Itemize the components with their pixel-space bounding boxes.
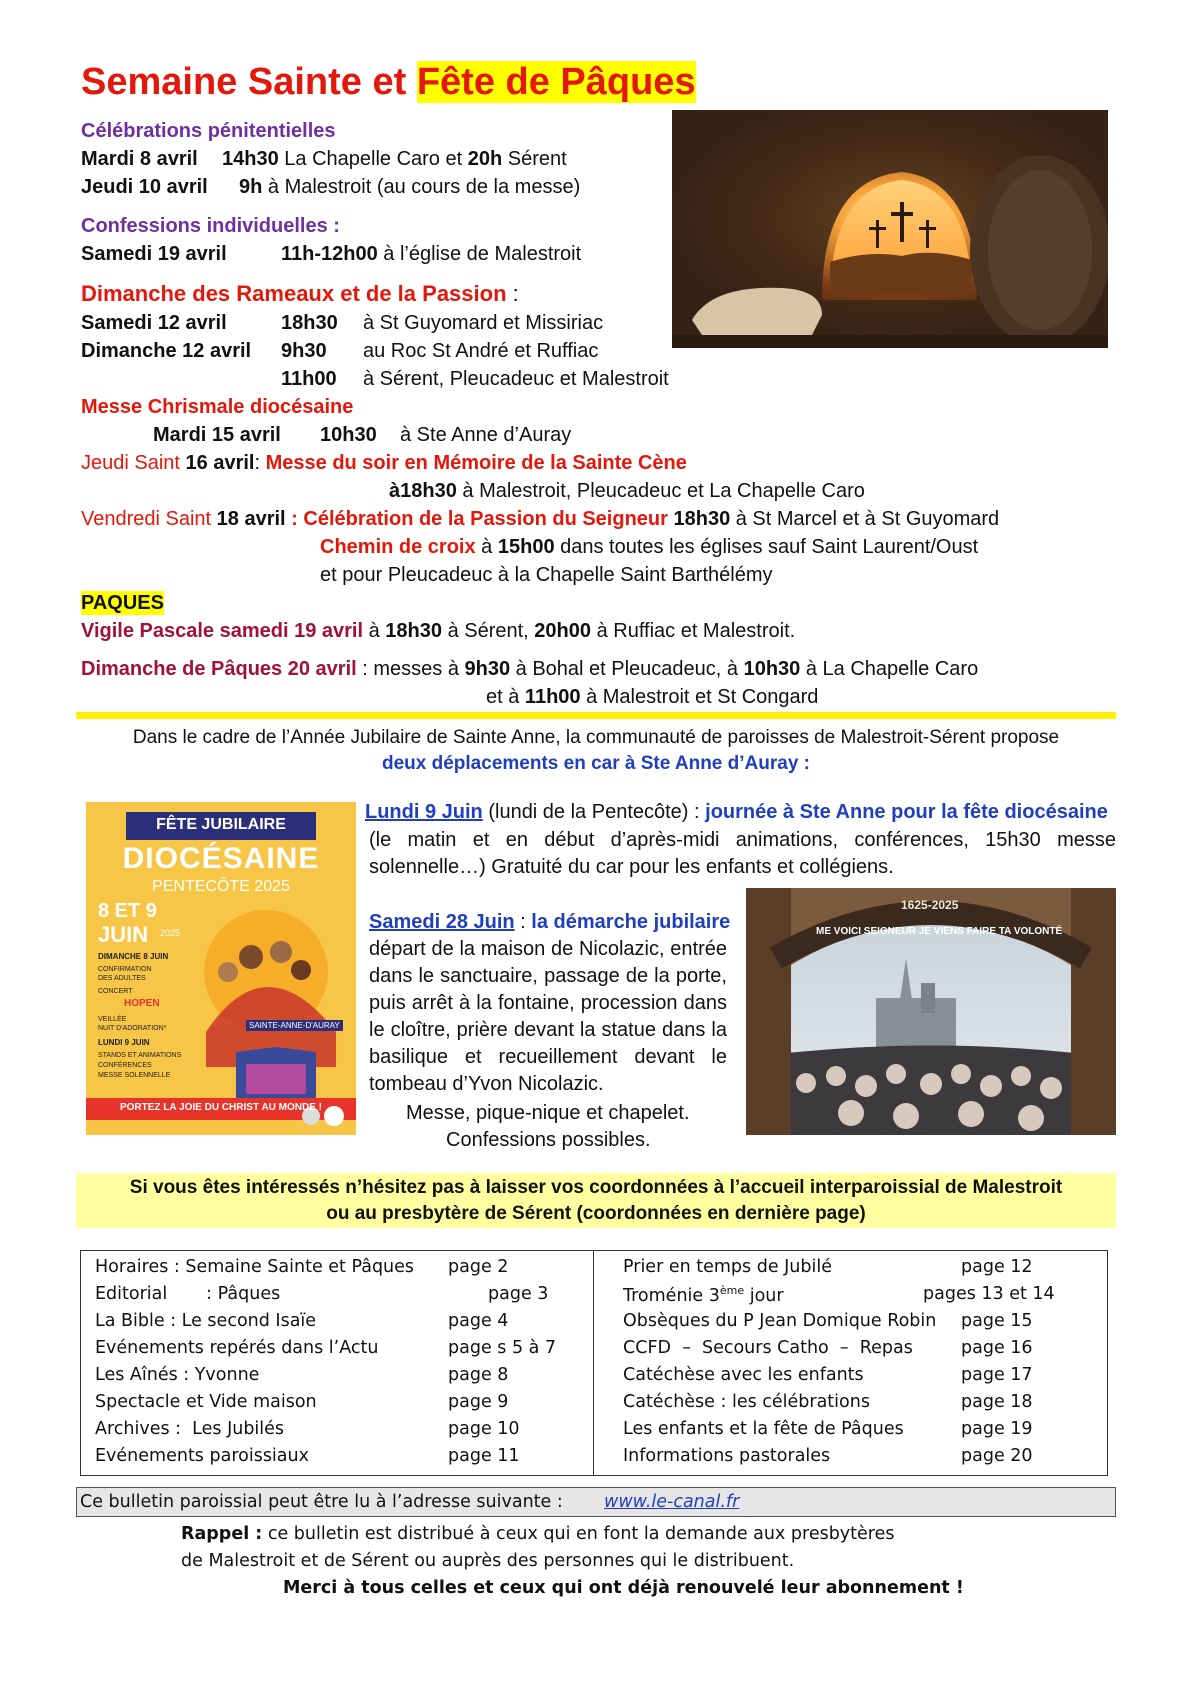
yellow-separator — [76, 712, 1116, 719]
samedi-bold: la démarche jubilaire — [531, 911, 731, 933]
toc-left-page: page 11 — [448, 1446, 520, 1466]
toc-label: Obsèques du P Jean Domique Robin — [623, 1311, 937, 1331]
row-time: 10h30 — [320, 424, 377, 446]
poster-item-9: CONFÉRENCES — [98, 1062, 152, 1069]
samedi-desc-5: basilique et recueillement devant le — [369, 1046, 727, 1068]
vendredi-saint-text: à St Marcel et à St Guyomard — [730, 508, 1000, 530]
row-time: 14h30 — [222, 148, 279, 170]
samedi-desc-1: départ de la maison de Nicolazic, entrée — [369, 938, 727, 960]
jeudi-saint-text: à Malestroit, Pleucadeuc et La Chapelle Caro — [456, 480, 865, 502]
toc-right-page: page 16 — [961, 1338, 1033, 1358]
dimanche-paques-time-1: 9h30 — [464, 658, 511, 680]
lundi-line-2: (le matin et en début d’après-midi animations, conférences, 15h30 messe — [369, 829, 1116, 851]
toc-left-item[interactable] — [95, 1392, 317, 1412]
toc-right-page: page 12 — [961, 1257, 1033, 1277]
poster-item-4: HOPEN — [124, 998, 160, 1009]
toc-left-item[interactable] — [95, 1284, 280, 1304]
row-text: à Sérent, Pleucadeuc et Malestroit — [363, 368, 669, 390]
page-title — [81, 60, 696, 106]
row-day: Jeudi 10 avril — [81, 176, 208, 198]
toc-label: Les Aînés : Yvonne — [95, 1365, 260, 1385]
samedi-line — [369, 910, 730, 934]
row-time: 11h-12h00 — [281, 243, 378, 265]
toc-label: Les enfants et la fête de Pâques — [623, 1419, 904, 1439]
poster-line-3: PENTECÔTE 2025 — [152, 878, 290, 895]
toc-left-item[interactable] — [95, 1311, 316, 1331]
lundi-line — [365, 800, 1108, 824]
vendredi-saint-line — [81, 507, 999, 531]
toc-right-page: page 19 — [961, 1419, 1033, 1439]
toc-right-page: page 20 — [961, 1446, 1033, 1466]
chemin-de-croix-line-2: et pour Pleucadeuc à la Chapelle Saint Barthélémy — [320, 564, 773, 586]
toc-left-page: page 2 — [448, 1257, 509, 1277]
gate-arch-year: 1625-2025 — [901, 898, 959, 912]
jeudi-saint-time: à18h30 — [389, 480, 457, 502]
samedi-confessions: Confessions possibles. — [446, 1129, 651, 1151]
basilica-gate-photo — [746, 888, 1116, 1135]
toc-label: Catéchèse avec les enfants — [623, 1365, 864, 1385]
jeudi-saint-date: 16 avril — [179, 452, 255, 474]
vendredi-saint-label: Vendredi Saint — [81, 508, 212, 530]
row-day: Samedi 19 avril — [81, 243, 227, 265]
lundi-line-3: solennelle…) Gratuité du car pour les enfants et collégiens. — [369, 856, 894, 878]
toc-label: Catéchèse : les célébrations — [623, 1392, 870, 1412]
toc-label: Archives : Les Jubilés — [95, 1419, 285, 1439]
vigile-line — [81, 619, 795, 643]
toc-left-page: page 4 — [448, 1311, 509, 1331]
empty-tomb-photo — [672, 110, 1108, 348]
toc-left-item[interactable] — [95, 1338, 378, 1358]
row-text: à l’église de Malestroit — [377, 243, 582, 265]
toc-left-item[interactable] — [95, 1419, 284, 1439]
poster-item-5: VEILLÉE — [98, 1016, 127, 1023]
bulletin-text: Ce bulletin paroissial peut être lu à l’adresse suivante : — [80, 1492, 563, 1512]
samedi-desc-6: tombeau d’Yvon Nicolazic. — [369, 1073, 604, 1095]
jeudi-saint-time-line — [389, 479, 865, 503]
chrismale-row — [153, 423, 571, 447]
confessions-heading: Confessions individuelles : — [81, 215, 340, 237]
dimanche-paques-l2-time: 11h00 — [524, 686, 581, 708]
toc-left-item[interactable] — [95, 1365, 259, 1385]
row-time: 18h30 — [281, 312, 338, 334]
poster-item-8: STANDS ET ANIMATIONS — [98, 1052, 182, 1059]
chemin-de-croix-text: dans toutes les églises sauf Saint Laurent/Oust — [554, 536, 979, 558]
row-time: 9h — [239, 176, 263, 198]
poster-item-2: DES ADULTES — [98, 975, 146, 982]
penitential-row-1 — [81, 147, 567, 171]
row-text-2: Sérent — [502, 148, 567, 170]
penitential-row-2 — [81, 175, 580, 199]
row-text: au Roc St André et Ruffiac — [363, 340, 599, 362]
row-day: Mardi 8 avril — [81, 148, 198, 170]
vendredi-saint-time: 18h30 — [667, 508, 731, 530]
toc-right-page: pages 13 et 14 — [923, 1284, 1055, 1304]
jeudi-saint-line — [81, 451, 687, 475]
toc-left-page: page 9 — [448, 1392, 509, 1412]
toc-right-item[interactable] — [623, 1311, 936, 1331]
toc-right-page: page 17 — [961, 1365, 1033, 1385]
poster-item-1: CONFIRMATION — [98, 966, 152, 973]
contact-line-1: Si vous êtes intéressés n’hésitez pas à laisser vos coordonnées à l’accueil interparoissial de Malestroit — [129, 1177, 1063, 1198]
toc-left-item[interactable] — [95, 1446, 309, 1466]
toc-label: Troménie 3 — [623, 1285, 720, 1306]
rameaux-title: Dimanche des Rameaux et de la Passion — [81, 281, 507, 306]
row-text: à St Guyomard et Missiriac — [363, 312, 604, 334]
poster-item-3: CONCERT — [98, 988, 133, 995]
toc-label: Informations pastorales — [623, 1446, 831, 1466]
row-text: La Chapelle Caro et — [278, 148, 468, 170]
rappel-line-2: de Malestroit et de Sérent ou auprès des personnes qui le distribuent. — [181, 1551, 795, 1571]
toc-right-item[interactable] — [623, 1338, 913, 1358]
samedi-date: Samedi 28 Juin — [369, 911, 515, 933]
jeudi-saint-mass: Messe du soir en Mémoire de la Sainte Cène — [265, 452, 687, 474]
row-time-2: 20h — [467, 148, 503, 170]
row-time: 9h30 — [281, 340, 327, 362]
toc-right-page: page 18 — [961, 1392, 1033, 1412]
dimanche-paques-line-2 — [486, 685, 818, 709]
lundi-paren: (lundi de la Pentecôte) : — [482, 801, 706, 823]
vigile-mid-2: à Sérent, — [442, 620, 535, 642]
dimanche-paques-a: : messes à — [356, 658, 465, 680]
jeudi-saint-label: Jeudi Saint — [81, 452, 180, 474]
samedi-desc-2: dans le sanctuaire, passage de la porte, — [369, 965, 727, 987]
title-part2: Fête de Pâques — [416, 61, 696, 103]
row-time: 11h00 — [281, 368, 337, 390]
rameaux-row-1 — [81, 311, 603, 335]
poster-item-6: NUIT D'ADORATION* — [98, 1025, 167, 1032]
chemin-de-croix-time: 15h00 — [497, 536, 555, 558]
dimanche-paques-label: Dimanche de Pâques 20 avril — [81, 658, 357, 680]
toc-label: Evénements paroissiaux — [95, 1446, 309, 1466]
toc-left-page: page 10 — [448, 1419, 520, 1439]
poster-month: JUIN — [98, 922, 149, 947]
poster-line-2: DIOCÉSAINE — [122, 842, 320, 875]
row-text: à Ste Anne d’Auray — [400, 424, 572, 446]
dimanche-paques-l2b: à Malestroit et St Congard — [580, 686, 819, 708]
chemin-de-croix-label: Chemin de croix — [320, 536, 476, 558]
confessions-row — [81, 242, 581, 266]
jubile-intro-bold: deux déplacements en car à Ste Anne d’Auray : — [382, 753, 810, 774]
toc-label: Spectacle et Vide maison — [95, 1392, 317, 1412]
chemin-de-croix-mid: à — [475, 536, 498, 558]
poster-year: 2025 — [160, 928, 181, 938]
merci-line: Merci à tous celles et ceux qui ont déjà renouvelé leur abonnement ! — [283, 1578, 964, 1598]
chemin-de-croix-line — [320, 535, 978, 559]
toc-right-item[interactable] — [623, 1365, 864, 1385]
poster-item-7: LUNDI 9 JUIN — [98, 1038, 150, 1047]
row-text: à Malestroit (au cours de la messe) — [262, 176, 581, 198]
dimanche-paques-line — [81, 657, 978, 681]
dimanche-paques-time-2: 10h30 — [743, 658, 801, 680]
samedi-desc-4: le cloître, prière devant la statue dans la — [369, 1019, 727, 1041]
toc-left-page: page 3 — [488, 1284, 549, 1304]
gate-arch-text: ME VOICI SEIGNEUR JE VIENS FAIRE TA VOLONTÉ — [816, 926, 1063, 937]
dimanche-paques-c: à La Chapelle Caro — [800, 658, 979, 680]
toc-label-end: jour — [744, 1285, 784, 1306]
title-part1: Semaine Sainte et — [81, 61, 417, 103]
toc-left-item[interactable] — [95, 1257, 414, 1277]
rappel-line — [181, 1524, 894, 1545]
row-day: Mardi 15 avril — [153, 424, 281, 446]
vigile-time-2: 20h00 — [534, 620, 592, 642]
vigile-mid: à — [363, 620, 386, 642]
poster-line-1: FÊTE JUBILAIRE — [156, 816, 286, 833]
poster-footer: PORTEZ LA JOIE DU CHRIST AU MONDE ! — [119, 1102, 323, 1113]
toc-right-item[interactable] — [623, 1284, 784, 1306]
dimanche-paques-b: à Bohal et Pleucadeuc, à — [510, 658, 744, 680]
rappel-label: Rappel : — [181, 1524, 263, 1544]
penitential-heading: Célébrations pénitentielles — [81, 120, 336, 142]
toc-label: Editorial : Pâques — [95, 1284, 281, 1304]
toc-divider — [593, 1251, 594, 1475]
jubile-intro: Dans le cadre de l’Année Jubilaire de Sainte Anne, la communauté de paroisses de Malestroit-Sérent propose — [132, 727, 1060, 748]
toc-label: La Bible : Le second Isaïe — [95, 1311, 317, 1331]
lundi-date: Lundi 9 Juin — [365, 801, 483, 823]
toc-label: Horaires : Semaine Sainte et Pâques — [95, 1257, 415, 1277]
rameaux-heading — [81, 281, 519, 307]
poster-item-10: MESSE SOLENNELLE — [98, 1072, 171, 1079]
toc-right-item[interactable] — [623, 1257, 832, 1277]
bulletin-url-link[interactable]: www.le-canal.fr — [604, 1492, 740, 1512]
samedi-messe: Messe, pique-nique et chapelet. — [406, 1102, 690, 1124]
rameaux-row-2 — [81, 339, 598, 363]
poster-sign: SAINTE-ANNE-D'AURAY — [246, 1020, 343, 1031]
vigile-time-1: 18h30 — [385, 620, 443, 642]
vendredi-saint-celebration: : Célébration de la Passion du Seigneur — [291, 508, 668, 530]
row-day: Samedi 12 avril — [81, 312, 227, 334]
jubile-poster — [86, 802, 356, 1135]
toc-right-item[interactable] — [623, 1392, 870, 1412]
lundi-bold: journée à Ste Anne pour la fête diocésaine — [705, 801, 1108, 823]
vigile-end: à Ruffiac et Malestroit. — [591, 620, 796, 642]
jeudi-saint-colon: : — [254, 452, 266, 474]
samedi-desc-3: puis arrêt à la fontaine, procession dans — [369, 992, 727, 1014]
poster-dates: 8 ET 9 — [98, 900, 157, 922]
vigile-label: Vigile Pascale samedi 19 avril — [81, 620, 364, 642]
toc-label: CCFD – Secours Catho – Repas — [623, 1338, 913, 1358]
rameaux-colon: : — [506, 281, 519, 306]
row-day: Dimanche 12 avril — [81, 340, 252, 362]
toc-right-item[interactable] — [623, 1419, 904, 1439]
toc-label: Evénements repérés dans l’Actu — [95, 1338, 379, 1358]
toc-left-page: page s 5 à 7 — [448, 1338, 557, 1358]
toc-left-page: page 8 — [448, 1365, 509, 1385]
toc-right-item[interactable] — [623, 1446, 830, 1466]
rameaux-row-3 — [281, 367, 669, 391]
chrismale-heading: Messe Chrismale diocésaine — [81, 396, 354, 418]
table-of-contents — [80, 1250, 1108, 1476]
dimanche-paques-l2a: et à — [486, 686, 525, 708]
vendredi-saint-date: 18 avril — [211, 508, 292, 530]
toc-right-page: page 15 — [961, 1311, 1033, 1331]
poster-item-0: DIMANCHE 8 JUIN — [98, 952, 169, 961]
contact-line-2: ou au presbytère de Sérent (coordonnées en dernière page) — [326, 1203, 866, 1224]
toc-superscript: ème — [719, 1284, 745, 1297]
samedi-colon: : — [514, 911, 532, 933]
toc-label: Prier en temps de Jubilé — [623, 1257, 833, 1277]
paques-heading: PAQUES — [81, 592, 164, 614]
rappel-text: ce bulletin est distribué à ceux qui en font la demande aux presbytères — [262, 1524, 895, 1544]
